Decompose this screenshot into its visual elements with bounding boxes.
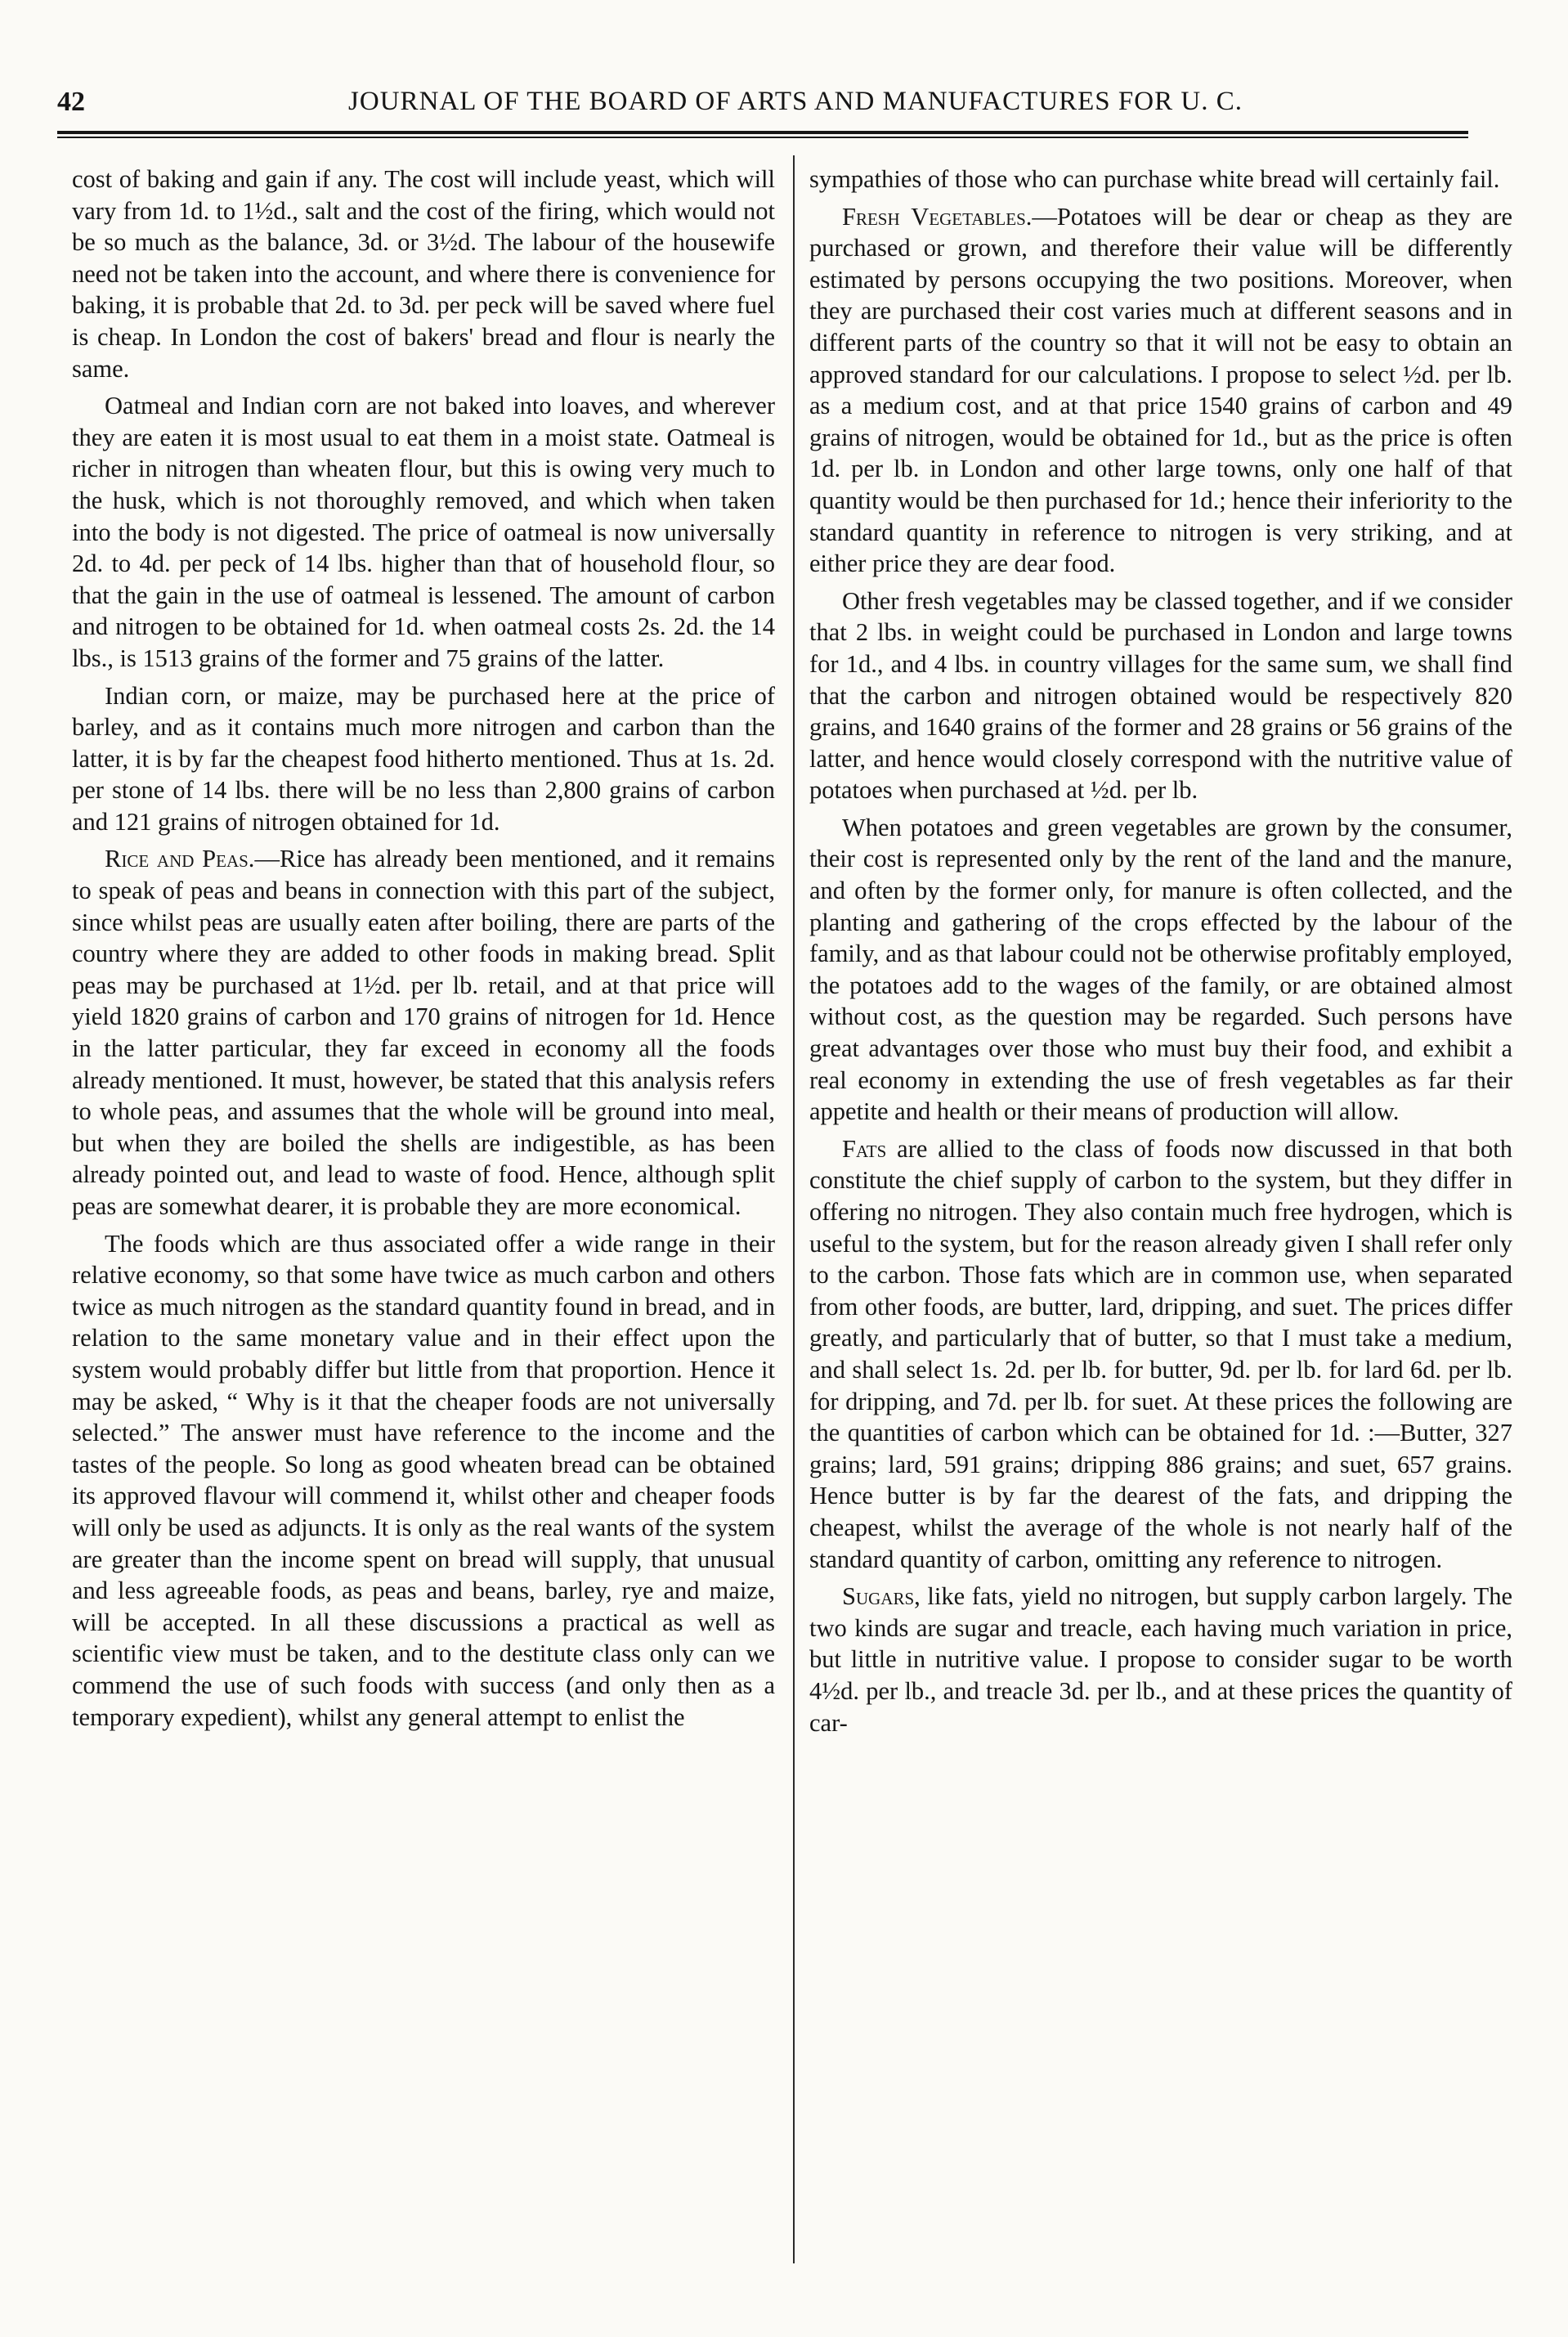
paragraph: Indian corn, or maize, may be purchased here at the price of barley, and as it contains much more nitrogen and carbon than the latter, it is by far the cheapest food hitherto mentioned. Thus at 1s. 2d. per stone of 14 lbs. there will be no less than 2,800 grains of carbon and 121 grains of nitrogen obtained for 1d. — [72, 681, 775, 836]
paragraph — [809, 201, 1512, 580]
paragraph — [809, 1581, 1512, 1738]
paragraph-text: like fats, yield no nitrogen, but supply carbon largely. The two kinds are sugar and treacle, each having much variation in price, but little in nutritive value. I propose to consider sugar to be worth 4½d. per lb., and treacle 3d. per lb., and at these prices the quantity of car- — [809, 1582, 1512, 1737]
paragraph: Oatmeal and Indian corn are not baked into loaves, and wherever they are eaten it is most usual to eat them in a moist state. Oatmeal is richer in nitrogen than wheaten flour, but this is owing very much to the husk, which is not thoroughly removed, and which when taken into the body is not digested. The price of oatmeal is now universally 2d. to 4d. per peck of 14 lbs. higher than that of household flour, so that the gain in the use of oatmeal is lessened. The amount of carbon and nitrogen to be obtained for 1d. when oatmeal costs 2s. 2d. the 14 lbs., is 1513 grains of the former and 75 grains of the latter. — [72, 392, 775, 672]
paragraph — [72, 843, 775, 1222]
paragraph: The foods which are thus associated offer a wide range in their relative economy, so that some have twice as much carbon and others twice as much nitrogen as the standard quantity found in bread, and in relation to the same monetary value and in their effect upon the system would probably differ but little from that proportion. Hence it may be asked, “ Why is it that the cheaper foods are not universally selected.” The answer must have reference to the income and the tastes of the people. So long as good wheaten bread can be obtained its approved flavour will commend it, whilst other and cheaper foods will only be used as adjuncts. It is only as the real wants of the system are greater than the income spent on bread will supply, that unusual and less agreeable foods, as peas and beans, barley, rye and maize, will be accepted. In all these discussions a practical as well as scientific view must be taken, and to the destitute class only can we commend the use of such foods with success (and only then as a temporary expedient), whilst any general attempt to enlist the — [72, 1229, 775, 1731]
paragraph-text: are allied to the class of foods now discussed in that both constitute the chief supply of carbon to the system, but they differ in offering no nitrogen. They also contain much free hydrogen, which is useful to the system, but for the reason already given I shall refer only to the carbon. Those fats which are in common use, when separated from other foods, are butter, lard, dripping, and suet. The prices differ greatly, and particularly that of butter, so that I must take a medium, and shall select 1s. 2d. per lb. for butter, 9d. per lb. for lard 6d. per lb. for dripping, and 7d. per lb. for suet. At these prices the following are the quantities of carbon which can be obtained for 1d. :—Butter, 327 grains; lard, 591 grains; dripping 886 grains; and suet, 657 grains. Hence butter is by far the dearest of the fats, and dripping the cheapest, whilst the average of the whole is not nearly half of the standard quantity of carbon, omitting any reference to nitrogen. — [809, 1134, 1512, 1573]
header-rule-thick — [57, 131, 1468, 134]
header-rule-thin — [57, 137, 1468, 138]
paragraph-text: —Potatoes will be dear or cheap as they are purchased or grown, and therefore their value will be differently estimated by persons occupying the two positions. Moreover, when they are purchased their cost varies much at different seasons and in different parts of the country so that it will not be easy to obtain an approved standard for our calculations. I propose to select ½d. per lb. as a medium cost, and at that price 1540 grains of carbon and 49 grains of nitrogen, would be obtained for 1d., but as the price is often 1d. per lb. in London and other large towns, only one half of that quantity would be then purchased for 1d.; hence their inferiority to the standard quantity in reference to nitrogen is very striking, and at either price they are dear food. — [809, 202, 1512, 578]
left-column — [72, 164, 775, 2265]
paragraph — [809, 1133, 1512, 1575]
paragraph: cost of baking and gain if any. The cost will include yeast, which will vary from 1d. to 1½d., salt and the cost of the firing, which would not be so much as the balance, 3d. or 3½d. The labour of the housewife need not be taken into the account, and where there is convenience for baking, it is probable that 2d. to 3d. per peck will be saved where fuel is cheap. In London the cost of bakers' bread and flour is nearly the same. — [72, 165, 775, 383]
column-divider — [793, 155, 795, 2263]
page-header — [57, 87, 1468, 128]
page-number: 42 — [57, 87, 85, 117]
section-heading-fats: Fats — [842, 1134, 887, 1163]
paragraph: Other fresh vegetables may be classed together, and if we consider that 2 lbs. in weight could be purchased in London and large towns for 1d., and 4 lbs. in country villages for the same sum, we shall find that the carbon and nitrogen obtained would be respectively 820 grains, and 1640 grains of the former and 28 grains or 56 grains of the latter, and hence would closely correspond with the nutritive value of potatoes when purchased at ½d. per lb. — [809, 586, 1512, 805]
paragraph: sympathies of those who can purchase white bread will certainly fail. — [809, 165, 1500, 193]
right-column — [809, 164, 1512, 2265]
paragraph-text: —Rice has already been mentioned, and it remains to speak of peas and beans in connection with this part of the subject, since whilst peas are usually eaten after boiling, there are parts of the country where they are added to other foods in making bread. Split peas may be purchased at 1½d. per lb. retail, and at that price will yield 1820 grains of carbon and 170 grains of nitrogen for 1d. Hence in the latter particular, they far exceed in economy all the foods already mentioned. It must, however, be stated that this analysis refers to whole peas, and assumes that the whole will be ground into meal, but when they are boiled the shells are indigestible, as has been already pointed out, and lead to waste of food. Hence, although split peas are somewhat dearer, it is probable they are more economical. — [72, 845, 775, 1220]
section-heading-sugars: Sugars, — [842, 1582, 921, 1611]
section-heading-rice-and-peas: Rice and Peas. — [105, 845, 255, 873]
section-heading-fresh-vegetables: Fresh Vegetables. — [842, 202, 1033, 231]
running-title: JOURNAL OF THE BOARD OF ARTS AND MANUFACTURES FOR U. C. — [348, 87, 1243, 116]
paragraph: When potatoes and green vegetables are grown by the consumer, their cost is represented only by the rent of the land and the manure, and often by the former only, for manure is often collected, and the planting and gathering of the crops effected by the labour of the family, and as that labour could not be otherwise profitably employed, the potatoes add to the wages of the family, or are obtained almost without cost, as the question may be regarded. Such persons have great advantages over those who must buy their food, and exhibit a real economy in extending the use of fresh vegetables as far their appetite and health or their means of production will allow. — [809, 813, 1512, 1126]
